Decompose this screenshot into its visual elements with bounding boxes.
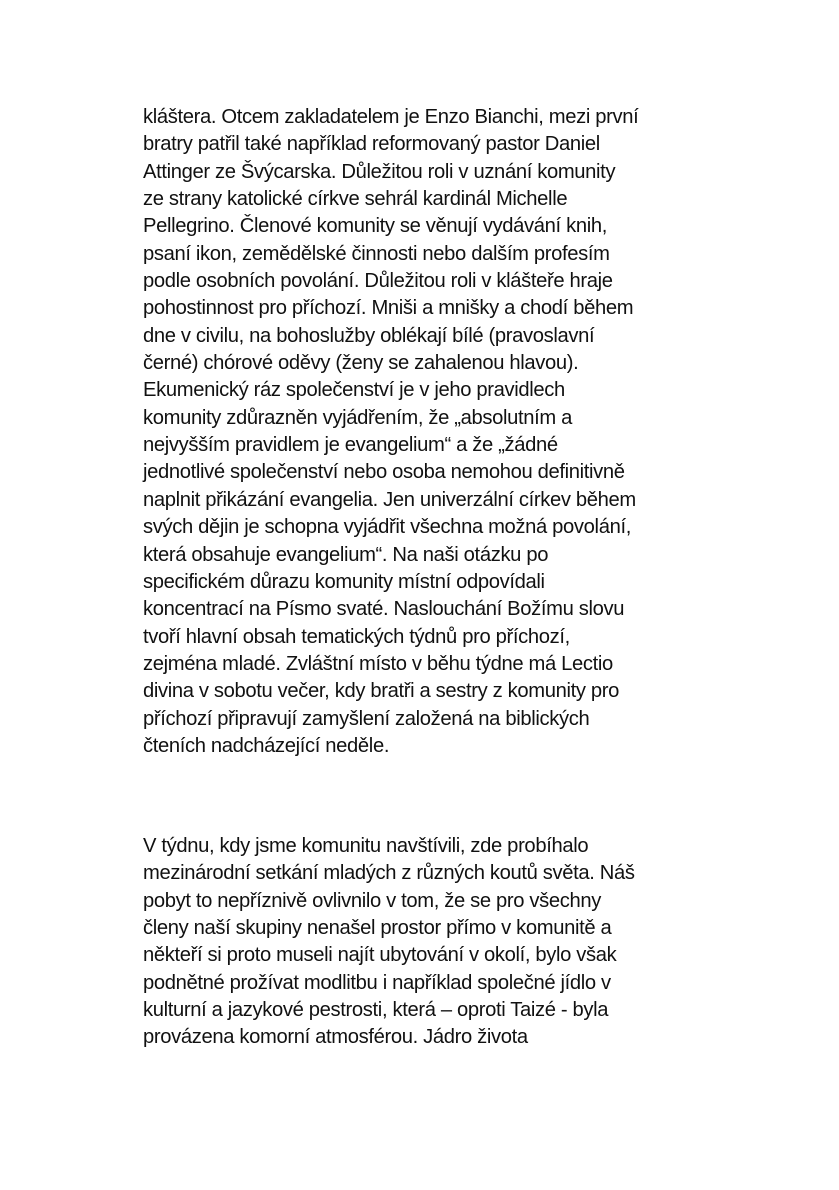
paragraph-2: [143, 833, 743, 1052]
text-line: pobyt to nepříznivě ovlivnilo v tom, že se pro všechny: [143, 889, 601, 912]
text-line: Ekumenický ráz společenství je v jeho pravidlech: [143, 379, 565, 402]
text-line: komunity zdůrazněn vyjádřením, že „absolutním a: [143, 406, 573, 429]
text-line: specifickém důrazu komunity místní odpovídali: [143, 570, 545, 593]
text-line: nejvyšším pravidlem je evangelium“ a že „žádné: [143, 434, 558, 457]
text-line: čteních nadcházející neděle.: [143, 734, 390, 757]
text-line: někteří si proto museli najít ubytování v okolí, bylo však: [143, 944, 617, 967]
text-line: členy naší skupiny nenašel prostor přímo v komunitě a: [143, 917, 612, 940]
text-line: zejména mladé. Zvláštní místo v běhu týdne má Lectio: [143, 652, 613, 675]
text-line: pohostinnost pro příchozí. Mniši a mnišky a chodí během: [143, 297, 634, 320]
text-line: svých dějin je schopna vyjádřit všechna možná povolání,: [143, 516, 631, 539]
text-line: podnětné prožívat modlitbu i například společné jídlo v: [143, 971, 611, 994]
paragraph-1: [143, 104, 743, 760]
text-line: kláštera. Otcem zakladatelem je Enzo Bianchi, mezi první: [143, 106, 639, 128]
text-line: psaní ikon, zemědělské činnosti nebo dalším profesím: [143, 242, 610, 265]
text-line: ze strany katolické církve sehrál kardinál Michelle: [143, 188, 568, 211]
text-line: dne v civilu, na bohoslužby oblékají bílé (pravoslavní: [143, 324, 595, 347]
text-line: tvoří hlavní obsah tematických týdnů pro příchozí,: [143, 625, 570, 648]
text-line: černé) chórové oděvy (ženy se zahalenou hlavou).: [143, 352, 579, 375]
text-line: V týdnu, kdy jsme komunitu navštívili, zde probíhalo: [143, 835, 589, 857]
text-line: podle osobních povolání. Důležitou roli v klášteře hraje: [143, 270, 613, 293]
text-line: jednotlivé společenství nebo osoba nemohou definitivně: [143, 461, 625, 484]
text-line: divina v sobotu večer, kdy bratři a sestry z komunity pro: [143, 680, 619, 703]
text-line: bratry patřil také například reformovaný pastor Daniel: [143, 133, 600, 156]
text-line: naplnit přikázání evangelia. Jen univerzální církev během: [143, 488, 636, 511]
text-line: Pellegrino. Členové komunity se věnují vydávání knih,: [143, 215, 607, 238]
text-line: kulturní a jazykové pestrosti, která – oproti Taizé - byla: [143, 999, 609, 1022]
text-line: která obsahuje evangelium“. Na naši otázku po: [143, 543, 549, 566]
text-line: příchozí připravují zamyšlení založená na biblických: [143, 707, 590, 730]
text-line: mezinárodní setkání mladých z různých koutů světa. Náš: [143, 862, 635, 885]
text-line: koncentrací na Písmo svaté. Naslouchání Božímu slovu: [143, 598, 625, 621]
text-line: provázena komorní atmosférou. Jádro života: [143, 1026, 528, 1049]
text-line: Attinger ze Švýcarska. Důležitou roli v uznání komunity: [143, 160, 616, 183]
